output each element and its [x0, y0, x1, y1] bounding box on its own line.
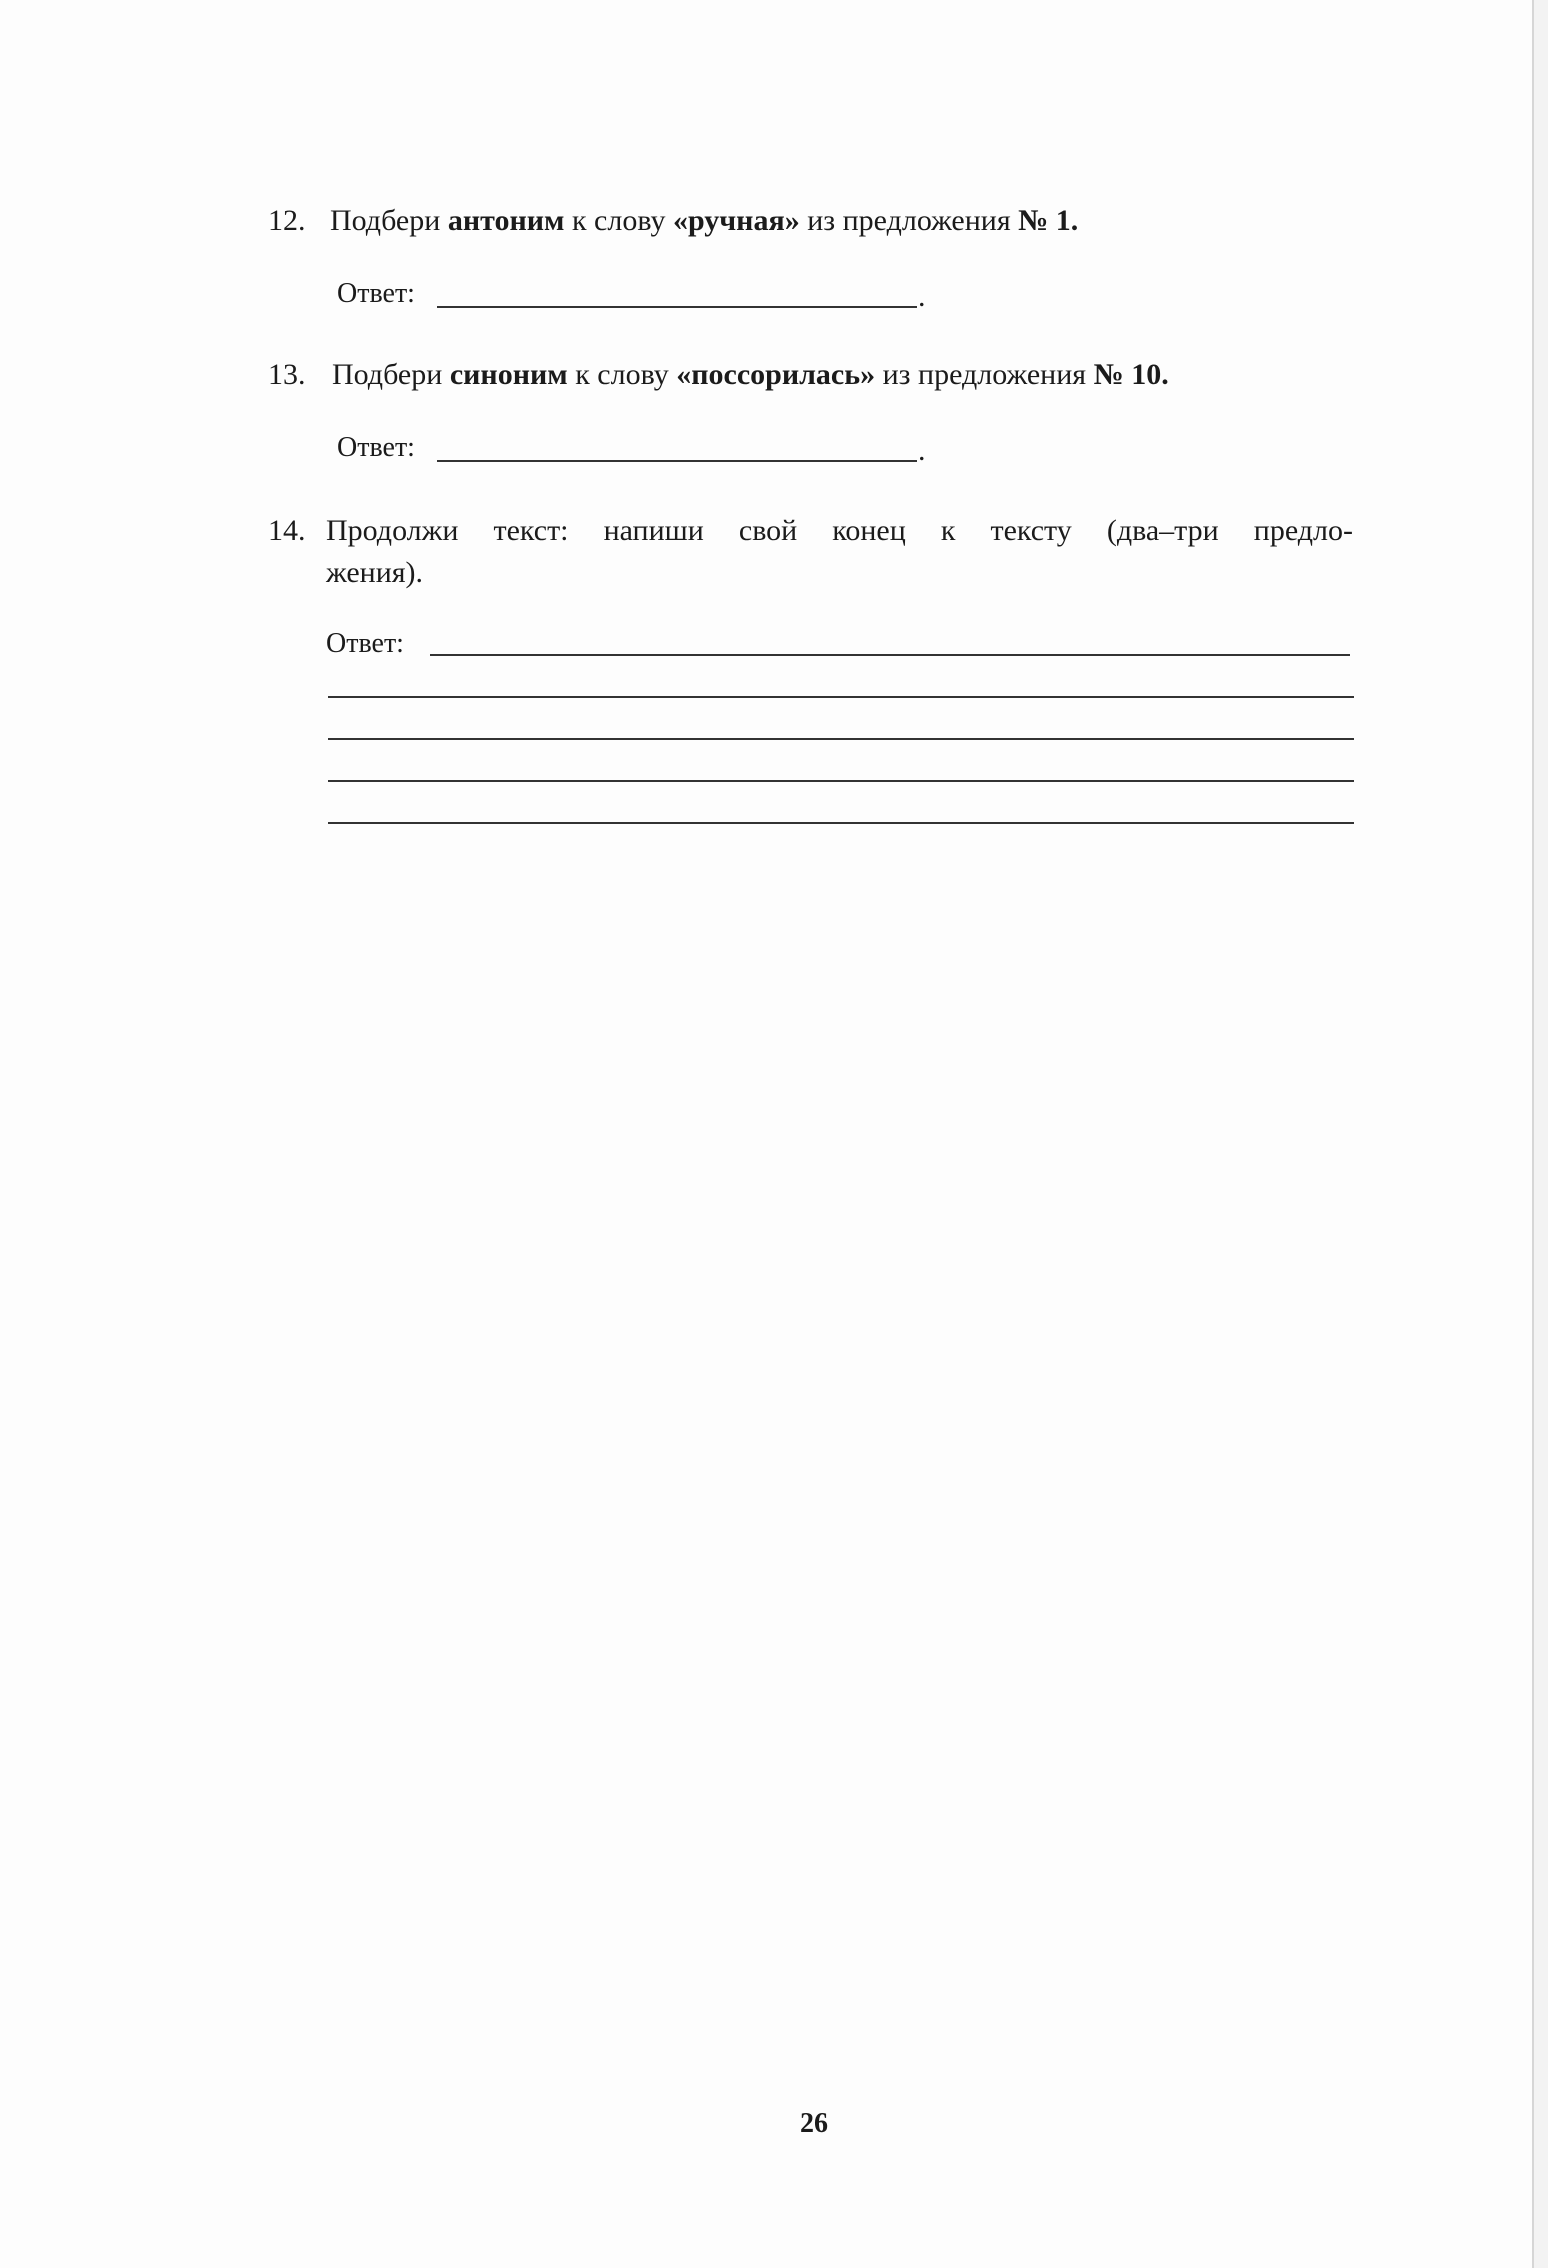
answer-line[interactable]	[430, 654, 1350, 656]
task-text-line-1: Продолжи текст: напиши свой конец к тексту (два–три предло-	[326, 514, 1353, 547]
text-part: из предложения	[799, 204, 1019, 237]
answer-line[interactable]	[328, 738, 1354, 740]
text-part: .	[1070, 204, 1079, 237]
answer-period: .	[918, 280, 926, 313]
keyword: синоним	[449, 358, 568, 391]
text-part: Подбери	[330, 204, 448, 237]
answer-line[interactable]	[437, 306, 917, 308]
sentence-ref: № 1	[1018, 204, 1071, 237]
text-part: к слову	[567, 358, 677, 391]
target-word: «ручная»	[672, 204, 800, 237]
task-text-line-2: жения).	[326, 556, 424, 589]
task-number: 12.	[268, 204, 306, 237]
text-part: из предложения	[875, 358, 1094, 391]
target-word: «поссорилась»	[676, 358, 876, 391]
text-part: Подбери	[332, 358, 450, 391]
answer-period: .	[918, 434, 926, 467]
answer-label: Ответ:	[337, 432, 415, 463]
task-text	[332, 358, 1169, 392]
sentence-ref: № 10	[1093, 358, 1162, 391]
page-number: 26	[800, 2108, 828, 2139]
answer-line[interactable]	[437, 460, 917, 462]
answer-label: Ответ:	[326, 628, 404, 659]
page-edge-shadow	[1534, 0, 1548, 2268]
answer-label: Ответ:	[337, 278, 415, 309]
text-part: .	[1161, 358, 1169, 391]
answer-line[interactable]	[328, 822, 1354, 824]
answer-line[interactable]	[328, 780, 1354, 782]
answer-line[interactable]	[328, 696, 1354, 698]
page-edge	[1532, 0, 1534, 2268]
task-text	[330, 204, 1078, 238]
text-part: к слову	[564, 204, 673, 237]
task-number: 13.	[268, 358, 306, 391]
keyword: антоним	[447, 204, 565, 237]
task-number: 14.	[268, 514, 306, 547]
